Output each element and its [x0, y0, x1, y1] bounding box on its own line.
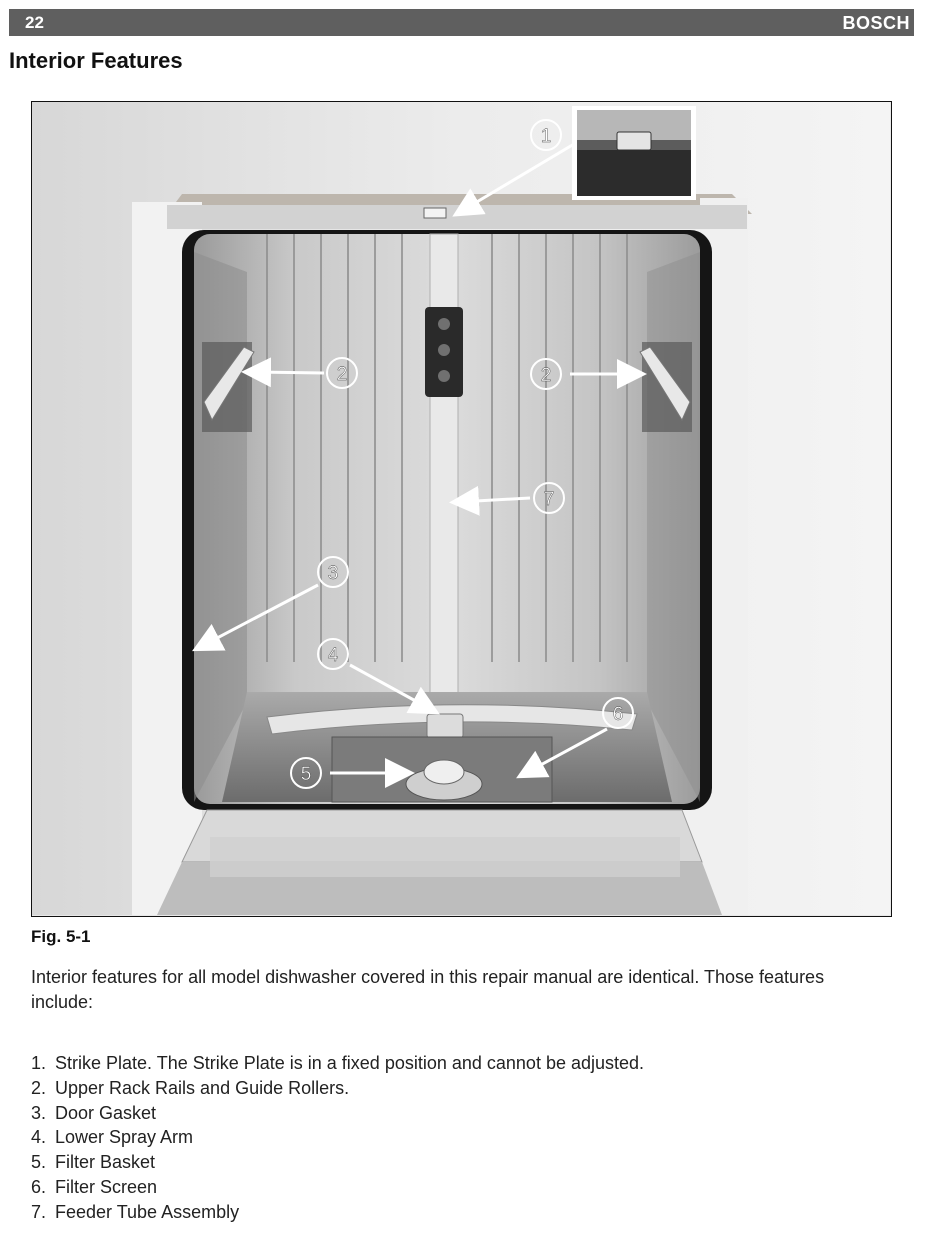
list-item-text: Lower Spray Arm: [55, 1127, 194, 1148]
list-item: [31, 1076, 644, 1101]
list-item-number: 5.: [31, 1152, 47, 1173]
list-item-text: Feeder Tube Assembly: [55, 1201, 240, 1222]
feature-list: [31, 1051, 644, 1225]
list-item-number: 2.: [31, 1077, 47, 1098]
list-item-number: 4.: [31, 1127, 47, 1148]
callout-number-5: 5: [300, 764, 312, 785]
list-item-number: 6.: [31, 1176, 47, 1197]
list-item: [31, 1150, 644, 1175]
list-item-text: Filter Basket: [55, 1152, 156, 1173]
callout-number-2-left: 2: [336, 364, 348, 385]
list-item-text: Filter Screen: [55, 1176, 158, 1197]
intro-paragraph: Interior features for all model dishwasher covered in this repair manual are identical. Those features include:: [31, 967, 825, 1012]
callout-number-1: 1: [540, 126, 552, 147]
list-item-text: Strike Plate. The Strike Plate is in a fixed position and cannot be adjusted.: [55, 1053, 645, 1073]
brand-logo-text: BOSCH: [842, 13, 910, 33]
dishwasher-photo: [32, 102, 890, 915]
list-item: [31, 1101, 644, 1126]
callout-number-3: 3: [327, 563, 339, 584]
list-item: [31, 1051, 644, 1076]
list-item-number: 1.: [31, 1053, 47, 1073]
list-item: [31, 1175, 644, 1200]
page-number: 22: [25, 13, 44, 32]
callout-number-7: 7: [543, 489, 555, 510]
dishwasher-interior-figure: [31, 101, 892, 917]
callout-number-2-right: 2: [540, 365, 552, 386]
list-item-text: Door Gasket: [55, 1102, 157, 1123]
figure-caption: Fig. 5-1: [31, 927, 91, 946]
list-item-number: 7.: [31, 1201, 47, 1222]
section-title: Interior Features: [9, 48, 183, 73]
list-item: [31, 1200, 644, 1225]
list-item-text: Upper Rack Rails and Guide Rollers.: [55, 1077, 350, 1098]
list-item-number: 3.: [31, 1102, 47, 1123]
list-item: [31, 1125, 644, 1150]
callout-number-6: 6: [612, 704, 624, 725]
callout-number-4: 4: [327, 645, 339, 666]
page-header-bar: [9, 9, 914, 36]
callout-arrow-2-left: [250, 372, 324, 373]
